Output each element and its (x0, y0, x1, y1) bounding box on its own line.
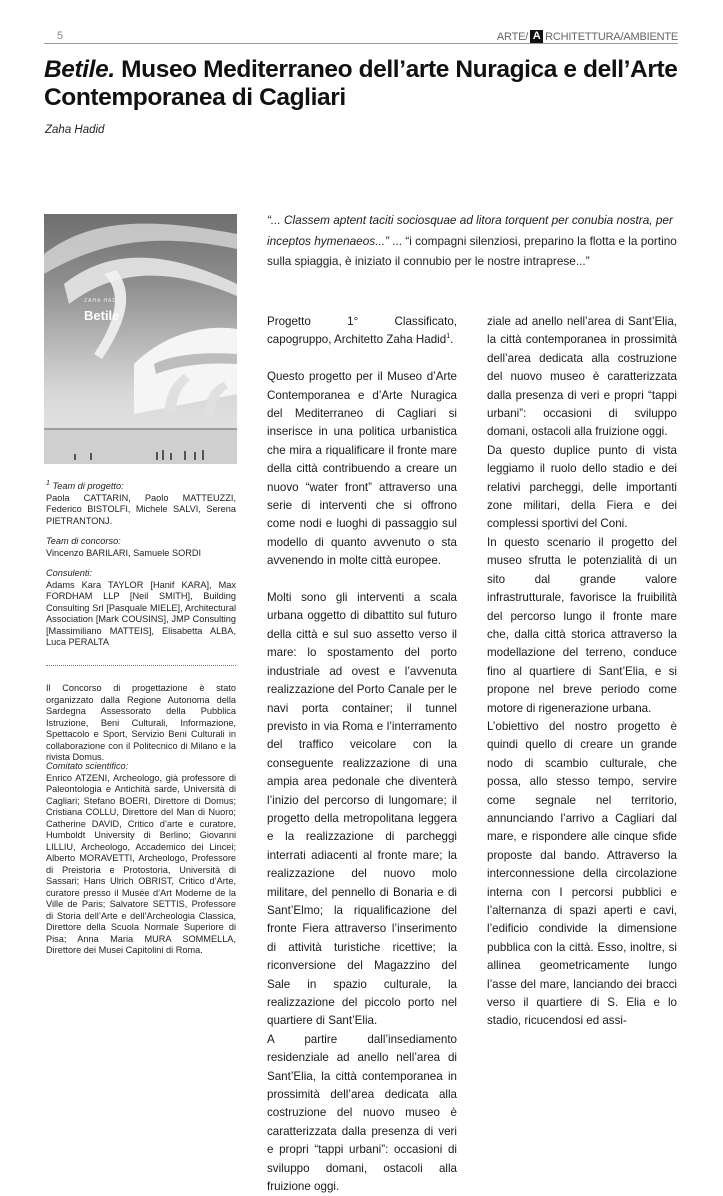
paragraph-intro: Progetto 1° Classificato, capogruppo, Architetto Zaha Hadid$^1$. (267, 315, 457, 347)
concorso-info: Il Concorso di progettazione è stato organizzato dalla Regione Autonoma della Sardegna Assessorato della Pubblica Istruzione, Beni Culturali, Informazione, Spettacolo e Sport, Servizio Beni Culturali in collaborazione con il Politecnico di Milano e la rivista Domus. (46, 683, 236, 762)
concorso-label: Team di concorso: (46, 536, 121, 546)
concorso-team-section (46, 536, 236, 559)
paragraph: A partire dall’insediamento residenziale ad anello nell’area di Sant’Elia, la città contemporanea in prossimità dell’area dedicata alla costruzione del nuovo museo è caratterizzata dalla presenza di veri e propri “tappi urbani”: occasioni di sviluppo domani, ostacoli alla fruizione oggi. (267, 1032, 457, 1194)
section-header (497, 30, 678, 43)
comitato-members: Enrico ATZENI, Archeologo, già professore di Paleontologia e Antichità sarde, Università di Cagliari; Stefano BOERI, Direttore di Domus; Cristiana COLLU, Direttore del Man di Nuoro; Catherine DAVID, Critico d’arte e curatore, Humboldt University di Berlino; Giovanni LILLIU, Archeologo, Accademico dei Lincei; Alberto MORAVETTI, Archeologo, Professore di Preistoria e Protostoria, Università di Sassari; Hans Ulrich OBRIST, Critico d’Arte, curatore presso il Musée d’Art Moderne de la Ville de Paris; Salvatore SETTIS, Professore di Storia dell’Arte e dell’Archeologia Classica, Direttore della Scuola Normale Superiore di Pisa; Anna Maria MURA SOMMELLA, Direttore dei Musei Capitolini di Roma. (46, 772, 236, 955)
cover-kicker: ZAHA HADID (84, 298, 125, 304)
comitato-label: Comitato scientifico: (46, 761, 129, 771)
consulenti-section (46, 568, 236, 649)
title-emphasis: Betile. (44, 56, 115, 83)
concorso-members: Vincenzo BARILARI, Samuele SORDI (46, 547, 202, 558)
section-prefix: ARTE/ (496, 30, 529, 43)
header-rule (44, 43, 678, 44)
body-column-right (487, 313, 677, 1031)
paragraph: Molti sono gli interventi a scala urbana oggetto di dibattito sul futuro della città e sul suo assetto verso il mare: lo spostamento del porto industriale ad ovest e l’avvenuta realizzazione del Porto Canale per le navi porta container; il tunnel previsto in via Roma e l’interramento del traffico veicolare con la conseguente realizzazione di una ampia area pedonale che diventerà l’inizio del percorso di lungomare; il progetto della metropolitana leggera e la realizzazione di parcheggi interrati adiacenti al fronte mare; la realizzazione del nuovo molo militare, del pennello di Bonaria e di Sant’Elmo; la riqualificazione del fronte Fiera attraverso l’inserimento di attività turistiche ricettive; la riconversione del Magazzino del Sale in spazio culturale, la realizzazione del piccolo porto nel quartiere di Sant’Elia. (267, 591, 457, 1028)
cover-title: Betile (84, 308, 120, 323)
section-logo: A (530, 30, 543, 43)
sidebar-divider (46, 665, 236, 666)
paragraph: In questo scenario il progetto del museo sfrutta le potenzialità di un sito dal grande valore infrastrutturale, favorisce la fruibilità del percorso lungo il fronte mare che, dalla città storica attraverso la modellazione del terreno, conduce fino al quartiere di Sant’Elia, e si propone nel breve periodo come motore di rigenerazione urbana. (487, 535, 677, 715)
quote-italian: ... “i compagni silenziosi, preparino la flotta e la portino sulla spiaggia, è iniziato il connubio per le nostre intraprese...” (267, 233, 677, 268)
paragraph-continued: ziale ad anello nell’area di Sant’Elia, la città contemporanea in prossimità dell’area dedicata alla costruzione del nuovo museo è caratterizzata dalla presenza di veri e propri “tappi urbani”: occasioni di sviluppo domani, ostacoli alla fruizione oggi. (487, 315, 677, 439)
footnote-mark: 1 (46, 479, 50, 487)
comitato-section (46, 761, 236, 957)
body-column-left (267, 313, 457, 1194)
epigraph-quote (267, 210, 678, 272)
paragraph: L’obiettivo del nostro progetto è quindi quello di creare un grande nodo di scambio culturale, che possa, allo stesso tempo, servire come segnale nel territorio, annunciando l’arrivo a Cagliari dal mare, e rispondere alle cinque sfide proposte dal bando. Attraverso la interconnessione della circolazione interna con I percorsi pubblici e l’alternanza di spazi aperti e cavi, l’edificio condivide la dimensione pubblica con la città. Esso, inoltre, si allinea geometricamente lungo l’asse del mare, lanciando dei bracci verso il quartiere di S. Elia e lo stadio, ricucendosi ed assi- (487, 719, 677, 1028)
page-number: 5 (57, 30, 64, 42)
team-members: Paola CATTARIN, Paolo MATTEUZZI, Federico BISTOLFI, Michele SALVI, Serena PIETRANTONJ. (46, 492, 236, 526)
title-rest: Museo Mediterraneo dell’arte Nuragica e dell’Arte Contemporanea di Cagliari (44, 56, 678, 111)
article-author: Zaha Hadid (45, 124, 105, 136)
quote-latin: “... Classem aptent taciti sociosquae ad litora torquent per conubia nostra, per inceptos hymenaeos...” (267, 213, 673, 248)
section-suffix: RCHITETTURA/AMBIENTE (545, 30, 678, 43)
museum-illustration (44, 214, 237, 464)
consulenti-members: Adams Kara TAYLOR [Hanif KARA], Max FORDHAM LLP [Neil SMITH], Building Consulting Srl [Pasquale MIELE], Architectural Association [Mark COUSINS], JMP Consulting [Massimiliano MATTEIS], Elisabetta ALBA, Luca PERALTA (46, 579, 236, 647)
footnote-ref: 1 (446, 333, 451, 341)
book-cover-image (44, 214, 237, 464)
paragraph: Questo progetto per il Museo d’Arte Contemporanea e d’Arte Nuragica del Mediterraneo di Cagliari si inserisce in una politica urbanistica che mira a riqualificare il fronte mare della città contribuendo a creare un nuovo “water front” attraverso una serie di interventi che si offrono come nodi e luoghi di passaggio sul modello di quanto avvenuto o sta avvenendo in molte città europee. (267, 370, 457, 568)
article-title (44, 56, 684, 112)
consulenti-label: Consulenti: (46, 568, 92, 578)
team-label: $^1$ Team di progetto: (46, 479, 124, 491)
paragraph: Da questo duplice punto di vista leggiamo il ruolo dello stadio e dei relativi parcheggi, delle importanti zone militari, della Fiera e dei complessi sportivi del Coni. (487, 443, 677, 531)
team-section (46, 481, 236, 527)
